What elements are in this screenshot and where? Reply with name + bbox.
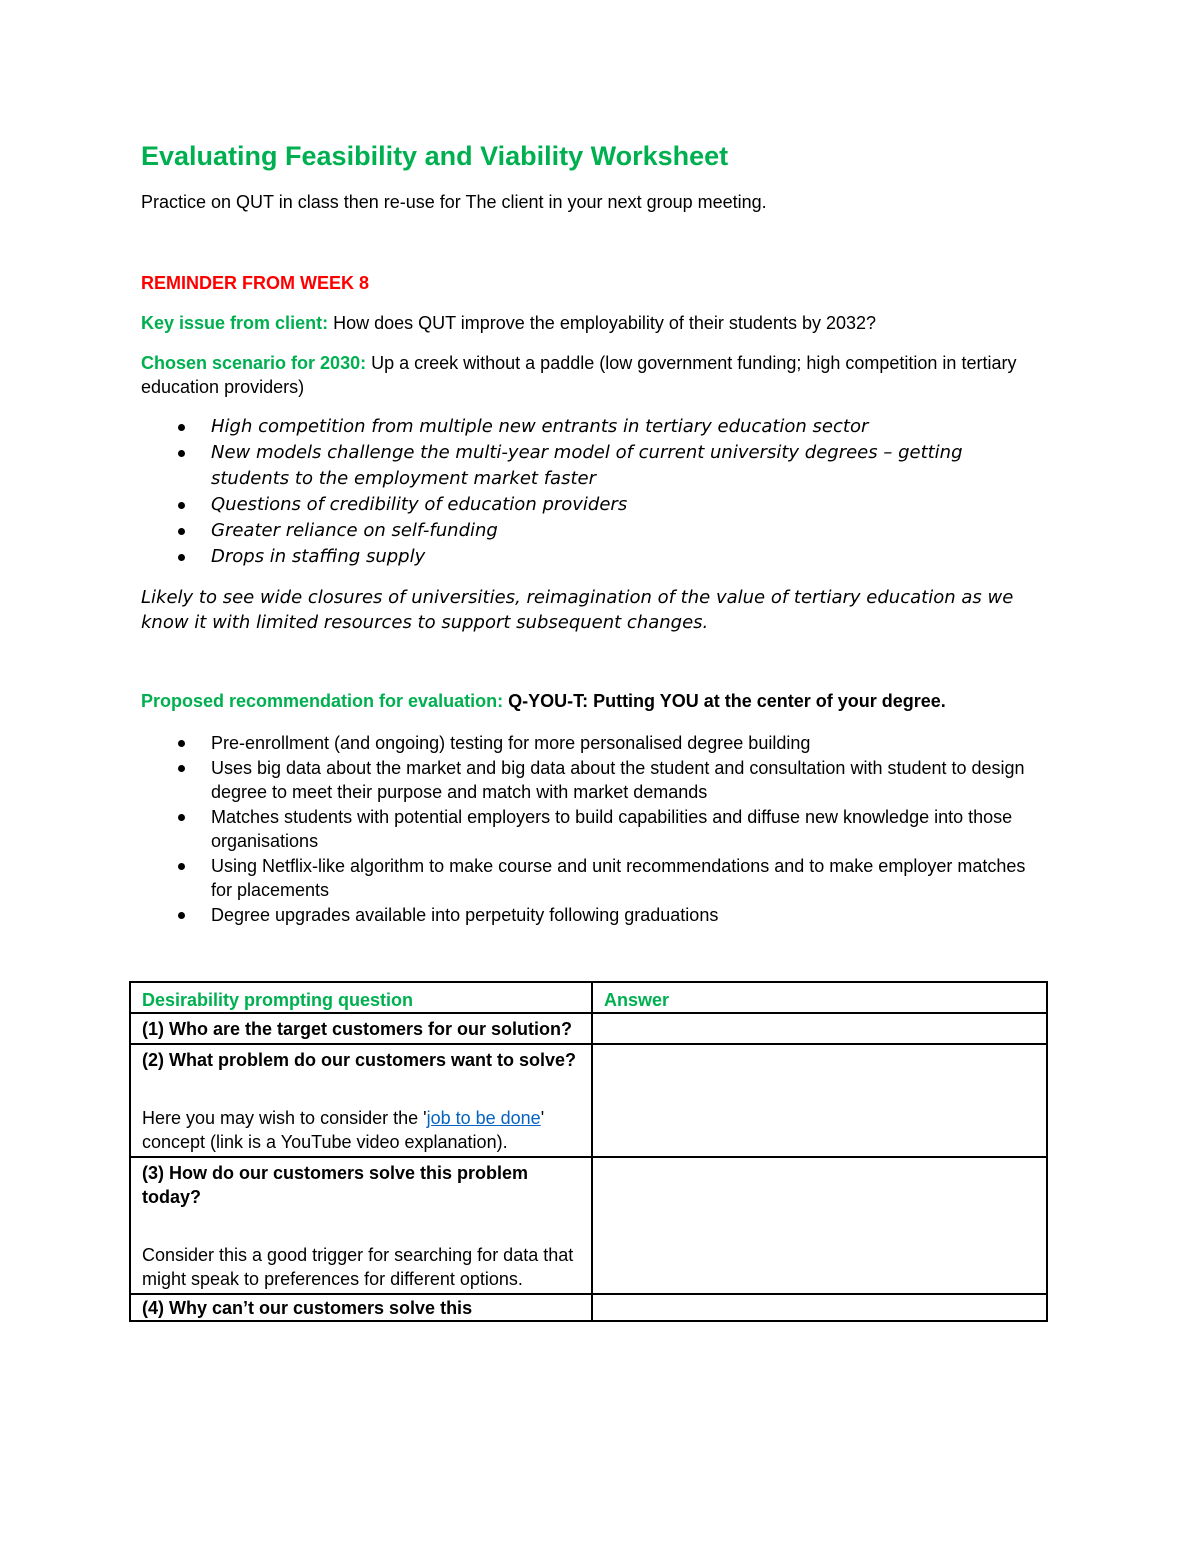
likely-outcome-text: Likely to see wide closures of universities, reimagination of the value of tertiary education as we know it with limited resources to support subsequent changes. (141, 587, 1014, 633)
scenario-bullet-list (141, 414, 1001, 570)
list-item: Matches students with potential employers to build capabilities and diffuse new knowledge into those organisations (141, 805, 1041, 853)
reminder-heading: REMINDER FROM WEEK 8 (141, 273, 370, 293)
question-2-note: Here you may wish to consider the 'job to be done' concept (link is a YouTube video explanation). (142, 1108, 545, 1152)
scenario-text: Up a creek without a paddle (low government funding; high competition in tertiary education providers) (141, 353, 1017, 397)
question-cell (130, 1157, 592, 1294)
proposed-label: Proposed recommendation for evaluation: (141, 691, 504, 711)
answer-cell-2[interactable] (592, 1044, 1047, 1157)
question-3: (3) How do our customers solve this problem today? (142, 1163, 529, 1207)
list-item: Using Netflix-like algorithm to make course and unit recommendations and to make employer matches for placements (141, 854, 1041, 902)
answer-cell-3[interactable] (592, 1157, 1047, 1294)
list-item: New models challenge the multi-year model of current university degrees – getting students to the employment market faster (141, 440, 1001, 492)
question-cell (130, 1294, 592, 1321)
list-item: Degree upgrades available into perpetuity following graduations (141, 903, 1041, 927)
table-header-row (130, 982, 1047, 1013)
table-row (130, 1157, 1047, 1294)
table-row (130, 1013, 1047, 1044)
header-question: Desirability prompting question (130, 982, 592, 1013)
question-1: (1) Who are the target customers for our solution? (142, 1019, 573, 1039)
question-cell (130, 1044, 592, 1157)
list-item: Uses big data about the market and big data about the student and consultation with student to design degree to meet their purpose and match with market demands (141, 756, 1041, 804)
list-item: Greater reliance on self-funding (141, 518, 1001, 544)
question-3-note: Consider this a good trigger for searching for data that might speak to preferences for different options. (142, 1245, 574, 1289)
answer-cell-1[interactable] (592, 1013, 1047, 1044)
question-cell (130, 1013, 592, 1044)
question-2: (2) What problem do our customers want to solve? (142, 1050, 577, 1070)
table-row (130, 1294, 1047, 1321)
key-issue-paragraph (141, 311, 1051, 335)
page-title: Evaluating Feasibility and Viability Worksheet (141, 141, 729, 171)
list-item: Pre-enrollment (and ongoing) testing for more personalised degree building (141, 731, 1041, 755)
list-item: Drops in staffing supply (141, 544, 1001, 570)
recommendation-bullet-list (141, 731, 1041, 928)
desirability-table (129, 981, 1048, 1322)
scenario-paragraph (141, 351, 1051, 399)
table-row (130, 1044, 1047, 1157)
proposed-paragraph (141, 691, 946, 712)
key-issue-label: Key issue from client: (141, 313, 329, 333)
answer-cell-4[interactable] (592, 1294, 1047, 1321)
header-answer: Answer (592, 982, 1047, 1013)
proposed-recommendation: Q-YOU-T: Putting YOU at the center of your degree. (508, 691, 946, 711)
list-item: Questions of credibility of education providers (141, 492, 1001, 518)
job-to-be-done-link[interactable]: job to be done (426, 1108, 541, 1128)
subtitle: Practice on QUT in class then re-use for The client in your next group meeting. (141, 192, 767, 212)
key-issue-text: How does QUT improve the employability of their students by 2032? (328, 313, 877, 333)
scenario-label: Chosen scenario for 2030: (141, 353, 367, 373)
list-item: High competition from multiple new entrants in tertiary education sector (141, 414, 1001, 440)
question-4: (4) Why can’t our customers solve this (142, 1298, 473, 1318)
